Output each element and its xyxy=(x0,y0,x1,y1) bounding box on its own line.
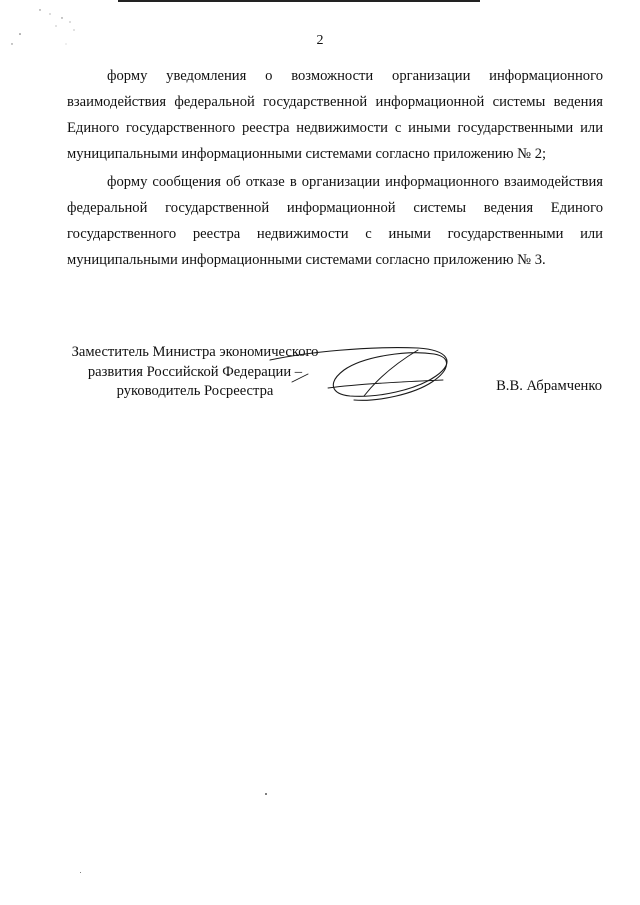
body-text xyxy=(67,63,603,275)
scan-speck xyxy=(265,793,267,795)
scan-artifact-dots xyxy=(0,0,90,60)
handwritten-signature xyxy=(268,340,458,406)
signatory-title-line: Заместитель Министра экономического xyxy=(71,344,319,360)
scan-speck xyxy=(80,872,81,873)
paragraph-notification-form: форму уведомления о возможности организации информационного взаимодействия федеральной государственной информационной системы ведения Единого государственного реестра недвижимости с иными государственными или муниципальными информационными системами согласно приложению № 2; xyxy=(67,68,603,162)
signer-name: В.В. Абрамченко xyxy=(496,378,602,394)
paragraph-refusal-form: форму сообщения об отказе в организации информационного взаимодействия федеральной государственной информационной системы ведения Единого государственного реестра недвижимости с иными государственными или муниципальными информационными системами согласно приложению № 3. xyxy=(67,174,603,268)
page-number: 2 xyxy=(316,33,324,48)
top-rule xyxy=(118,0,480,2)
signatory-title-line: развития Российской Федерации – xyxy=(87,363,303,380)
signatory-title-line: руководитель Росреестра xyxy=(116,383,274,399)
